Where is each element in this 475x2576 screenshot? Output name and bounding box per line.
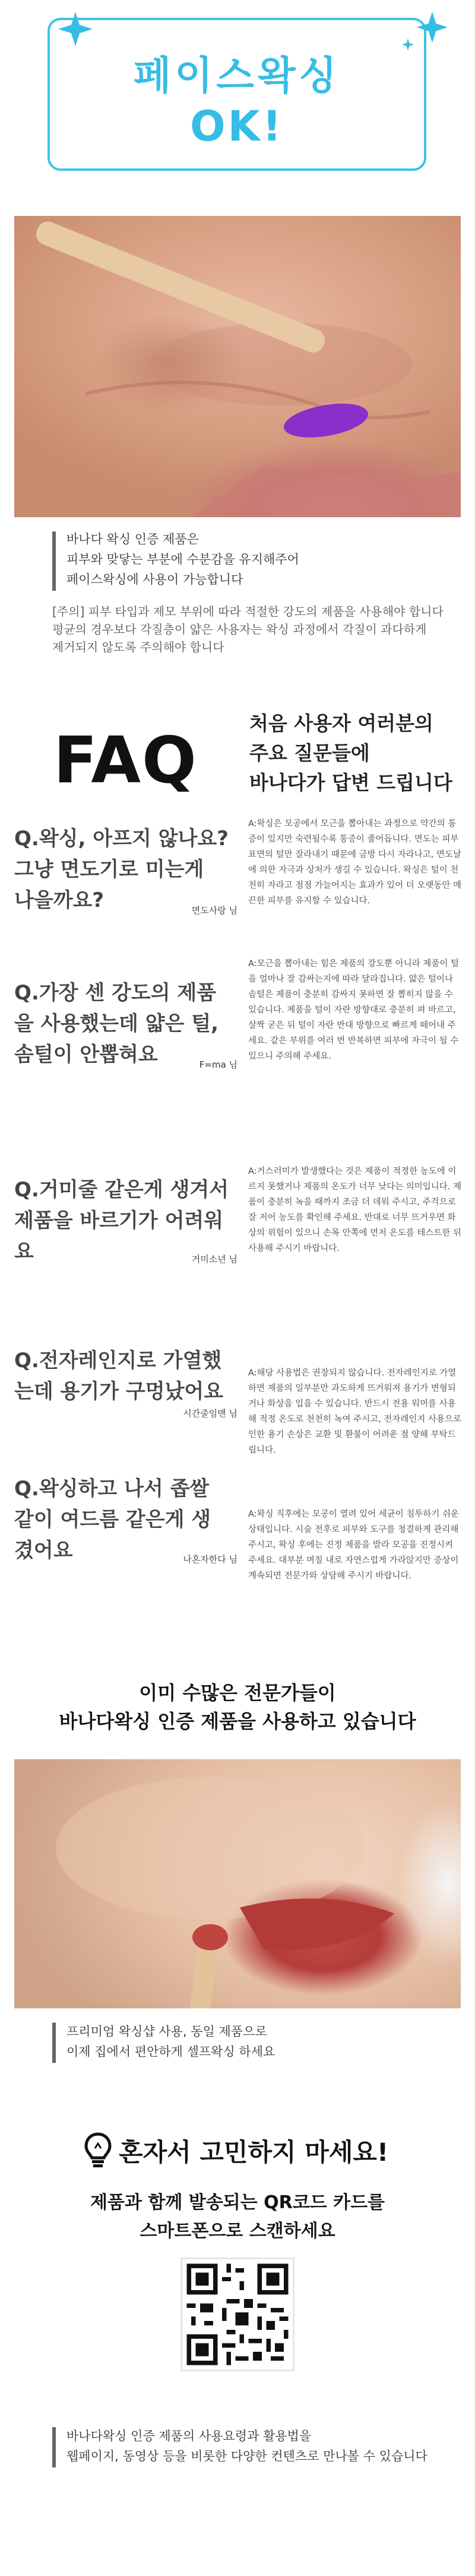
quote-bar bbox=[52, 2427, 56, 2467]
faq-asker: 거미소년 님 bbox=[191, 1254, 238, 1265]
photo2-note-line: 프리미엄 왁싱샵 사용, 동일 제품으로 bbox=[66, 2024, 267, 2039]
faq-subtitle bbox=[249, 709, 463, 798]
cta-title: 혼자서 고민하지 마세요! bbox=[119, 2138, 389, 2167]
faq-asker: F=ma 님 bbox=[199, 1059, 238, 1070]
sparkle-small-icon bbox=[401, 38, 414, 53]
cta-line: 제품과 함께 발송되는 QR코드 카드를 bbox=[90, 2192, 385, 2213]
header-badge bbox=[48, 18, 426, 171]
header-title-line2: OK! bbox=[190, 102, 284, 151]
caution-line: [주의] 피부 타입과 제모 부위에 따라 적절한 강도의 제품을 사용해야 합니다 bbox=[52, 604, 444, 619]
footer-note bbox=[66, 2426, 428, 2466]
faq-question-line: 겼어요 bbox=[14, 1539, 73, 1562]
faq-question-line: 솜털이 안뽑혀요 bbox=[14, 1043, 158, 1066]
faq-question-line: 제품을 바르기가 어려워 bbox=[14, 1209, 224, 1233]
photo1-note-line: 바나다 왁싱 인증 제품은 bbox=[66, 532, 199, 546]
lip-waxing-photo bbox=[14, 1759, 461, 2008]
caution-line: 제거되지 않도록 주의해야 합니다 bbox=[52, 640, 224, 654]
face-waxing-photo bbox=[14, 216, 461, 517]
photo1-note-line: 페이스왁싱에 사용이 가능합니다 bbox=[66, 572, 243, 587]
photo2-note bbox=[66, 2021, 275, 2062]
faq-asker: 시간줄임맨 님 bbox=[183, 1408, 238, 1419]
quote-bar bbox=[52, 531, 56, 591]
faq-question bbox=[14, 1345, 240, 1407]
quote-bar bbox=[52, 2023, 56, 2063]
experts-heading bbox=[0, 1679, 475, 1736]
photo2-note-line: 이제 집에서 편안하게 셀프왁싱 하세요 bbox=[66, 2045, 276, 2059]
sparkle-star-icon bbox=[416, 11, 449, 46]
faq-answer: A:왁싱 직후에는 모공이 열려 있어 세균이 침투하기 쉬운 상태입니다. 시술 전후로 피부와 도구를 청결하게 관리해 주시고, 왁싱 후에는 진정 제품을 발라 모공을 진정시켜 주세요. 대부분 며칠 내로 자연스럽게 가라앉지만 증상이 계속되면 전문가와 상담해 주시기 바랍니다. bbox=[248, 1510, 459, 1581]
faq-question bbox=[14, 1473, 240, 1566]
faq-question-line: 그냥 면도기로 미는게 bbox=[14, 858, 204, 881]
cta-line: 스마트폰으로 스캔하세요 bbox=[140, 2221, 335, 2241]
caution-line: 평균의 경우보다 각질층이 얇은 사용자는 왁싱 과정에서 각질이 과다하게 bbox=[52, 622, 427, 636]
faq-answer: A:모근을 뽑아내는 힘은 제품의 강도뿐 아니라 제품이 털을 얼마나 잘 감싸는지에 따라 달라집니다. 얇은 털이나 솜털은 제품이 충분히 감싸지 못하면 잘 뽑히지 않을 수 있습니다. 제품을 털이 자란 방향대로 충분히 펴 바르고, 살짝 굳은 뒤 털이 자란 반대 방향으로 빠르게 떼어내 주세요. 같은 부위를 여러 번 반복하면 피부에 자극이 될 수 있으니 주의해 주세요. bbox=[248, 959, 459, 1061]
faq-asker: 나혼자한다 님 bbox=[183, 1554, 238, 1565]
photo1-note-line: 피부와 맞닿는 부분에 수분감을 유지해주어 bbox=[66, 552, 299, 566]
faq-answer: A:거스러미가 발생했다는 것은 제품이 적정한 농도에 이르지 못했거나 제품의 온도가 너무 낮다는 의미입니다. 제품이 충분히 녹을 때까지 조금 더 데워 주시고, 주걱으로 잘 저어 농도를 확인해 주세요. 반대로 너무 뜨거우면 화상의 위험이 있으니 손목 안쪽에 먼저 온도를 테스트한 뒤 사용해 주시기 바랍니다. bbox=[248, 1167, 462, 1253]
faq-question-line: Q.왁싱하고 나서 좁쌀 bbox=[14, 1477, 210, 1501]
faq-title: FAQ bbox=[53, 724, 198, 798]
lightbulb-icon bbox=[83, 2132, 113, 2171]
faq-question-line: 는데 용기가 구멍났어요 bbox=[14, 1380, 224, 1403]
experts-line: 바나다왁싱 인증 제품을 사용하고 있습니다 bbox=[59, 1710, 416, 1733]
faq-subtitle-line: 주요 질문들에 bbox=[249, 741, 370, 765]
footer-note-line: 바나다왁싱 인증 제품의 사용요령과 활용법을 bbox=[66, 2429, 312, 2443]
header-title-line1: 페이스왁싱 bbox=[133, 53, 341, 98]
faq-question-line: 요 bbox=[14, 1240, 34, 1263]
faq-question-line: 을 사용했는데 얇은 털, bbox=[14, 1012, 219, 1036]
faq-question-line: 같이 여드름 같은게 생 bbox=[14, 1508, 211, 1531]
faq-question-line: Q.가장 센 강도의 제품 bbox=[14, 981, 217, 1005]
qr-code[interactable] bbox=[180, 2257, 294, 2371]
photo1-note bbox=[66, 529, 299, 590]
faq-question-line: Q.거미줄 같은게 생겨서 bbox=[14, 1178, 229, 1202]
faq-question-line: Q.전자레인지로 가열했 bbox=[14, 1349, 222, 1373]
cta-instructions bbox=[0, 2189, 475, 2246]
faq-question bbox=[14, 977, 240, 1070]
faq-question bbox=[14, 823, 240, 916]
faq-asker: 면도사랑 님 bbox=[191, 905, 238, 916]
caution-notice bbox=[52, 603, 456, 656]
faq-subtitle-line: 처음 사용자 여러분의 bbox=[249, 712, 433, 735]
faq-subtitle-line: 바나다가 답변 드립니다 bbox=[249, 771, 452, 794]
faq-answer: A:왁싱은 모공에서 모근을 뽑아내는 과정으로 약간의 통증이 있지만 숙련될수록 통증이 줄어듭니다. 면도는 피부 표면의 털만 잘라내기 때문에 금방 다시 자라나고, 면도날에 의한 자극과 상처가 생길 수 있습니다. 왁싱은 털이 천천히 자라고 점점 가늘어지는 효과가 있어 더 오랫동안 매끈한 피부를 유지할 수 있습니다. bbox=[248, 819, 462, 906]
faq-question-line: 나을까요? bbox=[14, 889, 104, 912]
faq-question-line: Q.왁싱, 아프지 않나요? bbox=[14, 827, 229, 851]
experts-line: 이미 수많은 전문가들이 bbox=[139, 1682, 336, 1704]
faq-answer: A:해당 사용법은 권장되지 않습니다. 전자레인지로 가열하면 제품의 일부분만 과도하게 뜨거워져 용기가 변형되거나 화상을 입을 수 있습니다. 반드시 전용 워머를 사용해 적정 온도로 천천히 녹여 주시고, 전자레인지 사용으로 인한 용기 손상은 교환 및 환불이 어려운 점 양해 부탁드립니다. bbox=[248, 1368, 462, 1455]
sparkle-star-icon bbox=[57, 11, 94, 50]
footer-note-line: 웹페이지, 동영상 등을 비롯한 다양한 컨텐츠로 만나볼 수 있습니다 bbox=[66, 2449, 428, 2463]
